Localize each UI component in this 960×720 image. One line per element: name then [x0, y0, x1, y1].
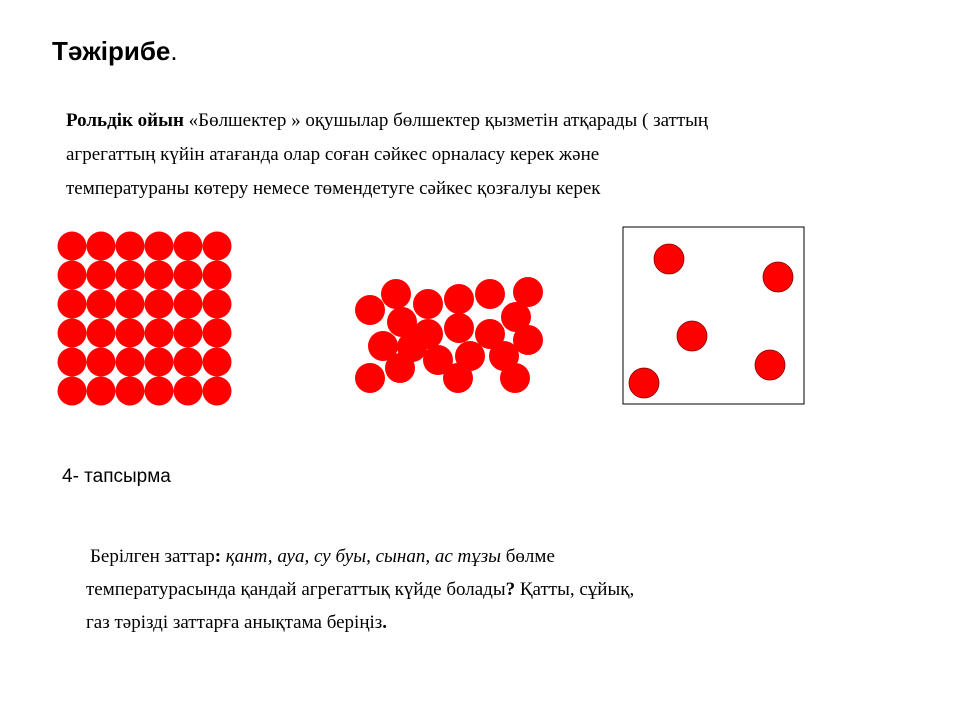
solid-particle: [58, 348, 87, 377]
gas-state-diagram: [629, 244, 793, 398]
solid-particle: [145, 290, 174, 319]
solid-particle: [87, 319, 116, 348]
liquid-state-diagram: [355, 277, 543, 393]
solid-particle: [174, 348, 203, 377]
solid-particle: [145, 261, 174, 290]
task-heading: 4- тапсырма: [62, 466, 171, 487]
solid-particle: [174, 290, 203, 319]
gas-particle: [654, 244, 684, 274]
roleplay-line-2: агрегаттың күйін атағанда олар соған сәйкес орналасу керек және: [66, 144, 600, 165]
liquid-particle: [413, 289, 443, 319]
question-period: .: [382, 612, 388, 633]
solid-particle: [58, 261, 87, 290]
liquid-particle: [444, 284, 474, 314]
solid-particle: [203, 348, 232, 377]
liquid-particle: [475, 279, 505, 309]
solid-particle: [116, 261, 145, 290]
solid-particle: [174, 232, 203, 261]
solid-particle: [87, 290, 116, 319]
solid-particle: [116, 377, 145, 406]
solid-particle: [203, 232, 232, 261]
solid-particle: [145, 377, 174, 406]
solid-particle: [116, 319, 145, 348]
solid-particle: [203, 290, 232, 319]
liquid-particle: [355, 363, 385, 393]
question-mark: ?: [505, 579, 516, 600]
solid-particle: [116, 232, 145, 261]
question-line-3: [86, 606, 886, 639]
solid-particle: [58, 290, 87, 319]
question-line-2-tail: Қатты, сұйық,: [515, 579, 635, 600]
solid-particle: [87, 261, 116, 290]
gas-particle: [629, 368, 659, 398]
liquid-particle: [381, 279, 411, 309]
question-line-1-tail: бөлме: [501, 546, 555, 567]
title-text: Тәжірибе: [52, 36, 171, 66]
liquid-particle: [513, 325, 543, 355]
roleplay-line-3: температураны көтеру немесе төмендетуге сәйкес қозғалуы керек: [66, 178, 601, 199]
liquid-particle: [500, 363, 530, 393]
solid-particle: [58, 377, 87, 406]
liquid-particle: [443, 363, 473, 393]
solid-particle: [145, 232, 174, 261]
question-colon: :: [214, 546, 222, 567]
roleplay-line-1-rest: «Бөлшектер » оқушылар бөлшектер қызметін атқарады ( заттың: [183, 110, 709, 131]
solid-particle: [58, 319, 87, 348]
solid-particle: [87, 348, 116, 377]
question-line-3-text: газ тәрізді заттарға анықтама беріңіз: [86, 612, 383, 633]
solid-particle: [203, 261, 232, 290]
question-line-1: [86, 540, 886, 573]
solid-state-diagram: [58, 232, 232, 406]
question-lead: Берілген заттар: [90, 546, 215, 567]
substance-5: ас тұзы: [434, 546, 502, 567]
solid-particle: [203, 377, 232, 406]
gas-particle: [677, 321, 707, 351]
solid-particle: [174, 319, 203, 348]
substance-4: сынап,: [375, 546, 431, 567]
liquid-particle: [444, 313, 474, 343]
question-paragraph: [86, 540, 886, 639]
solid-particle: [145, 348, 174, 377]
gas-particle: [763, 262, 793, 292]
solid-particle: [203, 319, 232, 348]
substance-1: қант,: [225, 546, 273, 567]
solid-particle: [145, 319, 174, 348]
solid-particle: [87, 377, 116, 406]
gas-particle: [755, 350, 785, 380]
roleplay-lead: Рольдік ойын: [66, 110, 184, 131]
solid-particle: [87, 232, 116, 261]
substance-2: ауа,: [277, 546, 310, 567]
solid-particle: [174, 377, 203, 406]
title-dot: .: [170, 36, 178, 66]
solid-particle: [174, 261, 203, 290]
solid-particle: [58, 232, 87, 261]
liquid-particle: [385, 353, 415, 383]
question-line-2-text: температурасында қандай агрегаттық күйде болады: [86, 579, 506, 600]
solid-particle: [116, 348, 145, 377]
question-line-2: [86, 573, 886, 606]
substance-3: су буы,: [314, 546, 371, 567]
solid-particle: [116, 290, 145, 319]
liquid-particle: [355, 295, 385, 325]
